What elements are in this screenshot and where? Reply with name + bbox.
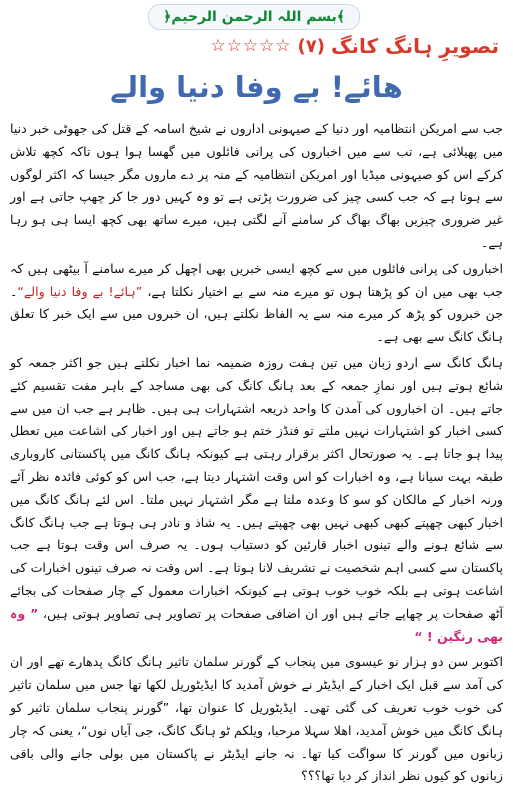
colored-highlight: ” وہ بھی رنگین ! “ bbox=[10, 605, 503, 644]
paragraph-4 bbox=[10, 651, 503, 788]
series-title: تصویرِ ہانگ کانگ bbox=[331, 34, 499, 58]
paragraph-1: جب سے امریکن انتظامیہ اور دنیا کے صیہونی اداروں نے شیخ اسامہ کے قتل کی جھوٹی خبر دنیا میں پھیلائی ہے، تب سے میں اخباروں کی پرانی فائلوں میں گھسا ہوا ہوں تاکہ کچھ تلاش کرکے اس کو صیہونی میڈیا اور امریکن انتظامیہ کے منہ پر دے ماروں مگر جیسا کہ اکثر لوگوں سے ہوتا ہے کہ جب کسی چیز کی ضرورت پڑتی ہے تو وہ کہیں دور جا کر چھپ جاتی ہے اور غیر ضروری چیزیں بھاگ بھاگ کر سامنے آنے لگتی ہیں، میرے ساتھ بھی کچھ ایسا ہی ہو رہا ہے۔ bbox=[10, 121, 503, 250]
quote-highlight: ”ہائے! بے وفا دنیا والے“ bbox=[17, 283, 143, 299]
paragraph-3-text: ہانگ کانگ سے اردو زبان میں تین ہفت روزہ ضمیمہ نما اخبار نکلتے ہیں جو اکثر جمعہ کو شائع ہوتے ہیں اور نمازِ جمعہ کے بعد ہانگ کانگ کی بھی مساجد کے باہر مفت تقسیم کئے جاتے ہیں۔ ان اخباروں کی آمدن کا واحد ذریعہ اشتہارات ہی ہیں۔ ظاہر ہے جب ان میں سے کسی اخبار کو اشتہارات نہیں ملتے تو فنڈز ختم ہو جاتے ہیں اور اخبار کی اشاعت میں تعطل پیدا ہو جاتا ہے۔ یہ صورتحال اکثر برقرار رہتی ہے کیونکہ ہانگ کانگ میں پاکستانی کاروباری طبقہ بہت سیانا ہے، وہ اخبارات کو اس وقت اشتہار دیتا ہے، جب اس کو کوئی فائدہ نظر آئے ورنہ اخبار کے مالکان کو سو کا وعدہ ملتا ہے مگر اشتہار نہیں ملتا۔ اس لئے ہانگ کانگ میں اخبار کبھی چھپتے کبھی کبھی نہیں بھی چھپتے ہیں۔ یہ شاذ و نادر ہی ہوتا ہے جب ہانگ کانگ سے شائع ہونے والے تینوں اخبار قارئین کو دستیاب ہوں۔ یہ صرف اس وقت ہوتا ہے جب پاکستان سے کسی اہم شخصیت نے تشریف لانا ہوتا ہے۔ اس وقت نہ صرف تینوں اخبارات کی اشاعت ہوتی ہے بلکہ خوب خوب ہوتی ہے کیونکہ اخبارات معمول کے چار صفحات کی بجائے آٹھ صفحات پر چھاپے جاتے ہیں اور ان اضافی صفحات پر تصاویر ہی تصاویر ہوتی ہیں، bbox=[10, 354, 503, 621]
series-header bbox=[199, 34, 499, 58]
bismillah-banner: ﴾بسم اللہ الرحمن الرحیم﴿ bbox=[148, 4, 360, 30]
paragraph-2 bbox=[10, 258, 503, 349]
paragraph-4-text-a: اکتوبر سن دو ہزار نو عیسوی میں پنجاب کے گورنر سلمان تاثیر ہانگ کانگ پدھارے تھے اور ان کی آمد سے قبل ایک اخبار کے ایڈیٹر نے خوش آمدید کا ایڈیٹوریل لکھا تھا جس میں سلمان تاثیر کی خوب خوب تعریف کی گئی تھی۔ ایڈیٹوریل کا عنوان تھا، bbox=[10, 654, 503, 715]
paragraph-3 bbox=[10, 352, 503, 648]
star-icons: ☆☆☆☆☆ bbox=[210, 36, 292, 56]
paragraph-2-text-a: اخباروں کی پرانی فائلوں میں سے کچھ ایسی خبریں بھی اچھل کر میرے سامنے آ بیٹھی ہیں کہ جب بھی میں ان کو پڑھتا ہوں تو میرے منہ سے بے اختیار نکلتا ہے، bbox=[10, 260, 503, 299]
article-body bbox=[10, 118, 503, 791]
paragraph-2-text-b: ۔ جن خبروں کو پڑھ کر میرے منہ سے یہ الفاظ نکلتے ہیں، ان خبروں میں سے ایک خبر کا تعلق ہانگ کانگ سے بھی ہے۔ bbox=[10, 283, 503, 345]
series-number: (۷) bbox=[297, 35, 326, 57]
article-headline: ھائے! بے وفا دنیا والے bbox=[110, 70, 403, 104]
editorial-title-quote: ”گورنر پنجاب سلمان تاثیر کو ہانگ کانگ میں خوش آمدید، اھلا سہلا مرحبا، ویلکم ٹو ہانگ کانگ، جی آیاں نوں“ bbox=[10, 699, 503, 738]
paragraph-4-text-b: ، یعنی کہ چار زبانوں میں گورنر کا سواگت کیا تھا۔ نہ جانے ایڈیٹر نے پاکستان میں بولی جانے والی باقی زبانوں کو کیوں نظر انداز کر دیا تھا؟؟؟ bbox=[10, 722, 503, 784]
